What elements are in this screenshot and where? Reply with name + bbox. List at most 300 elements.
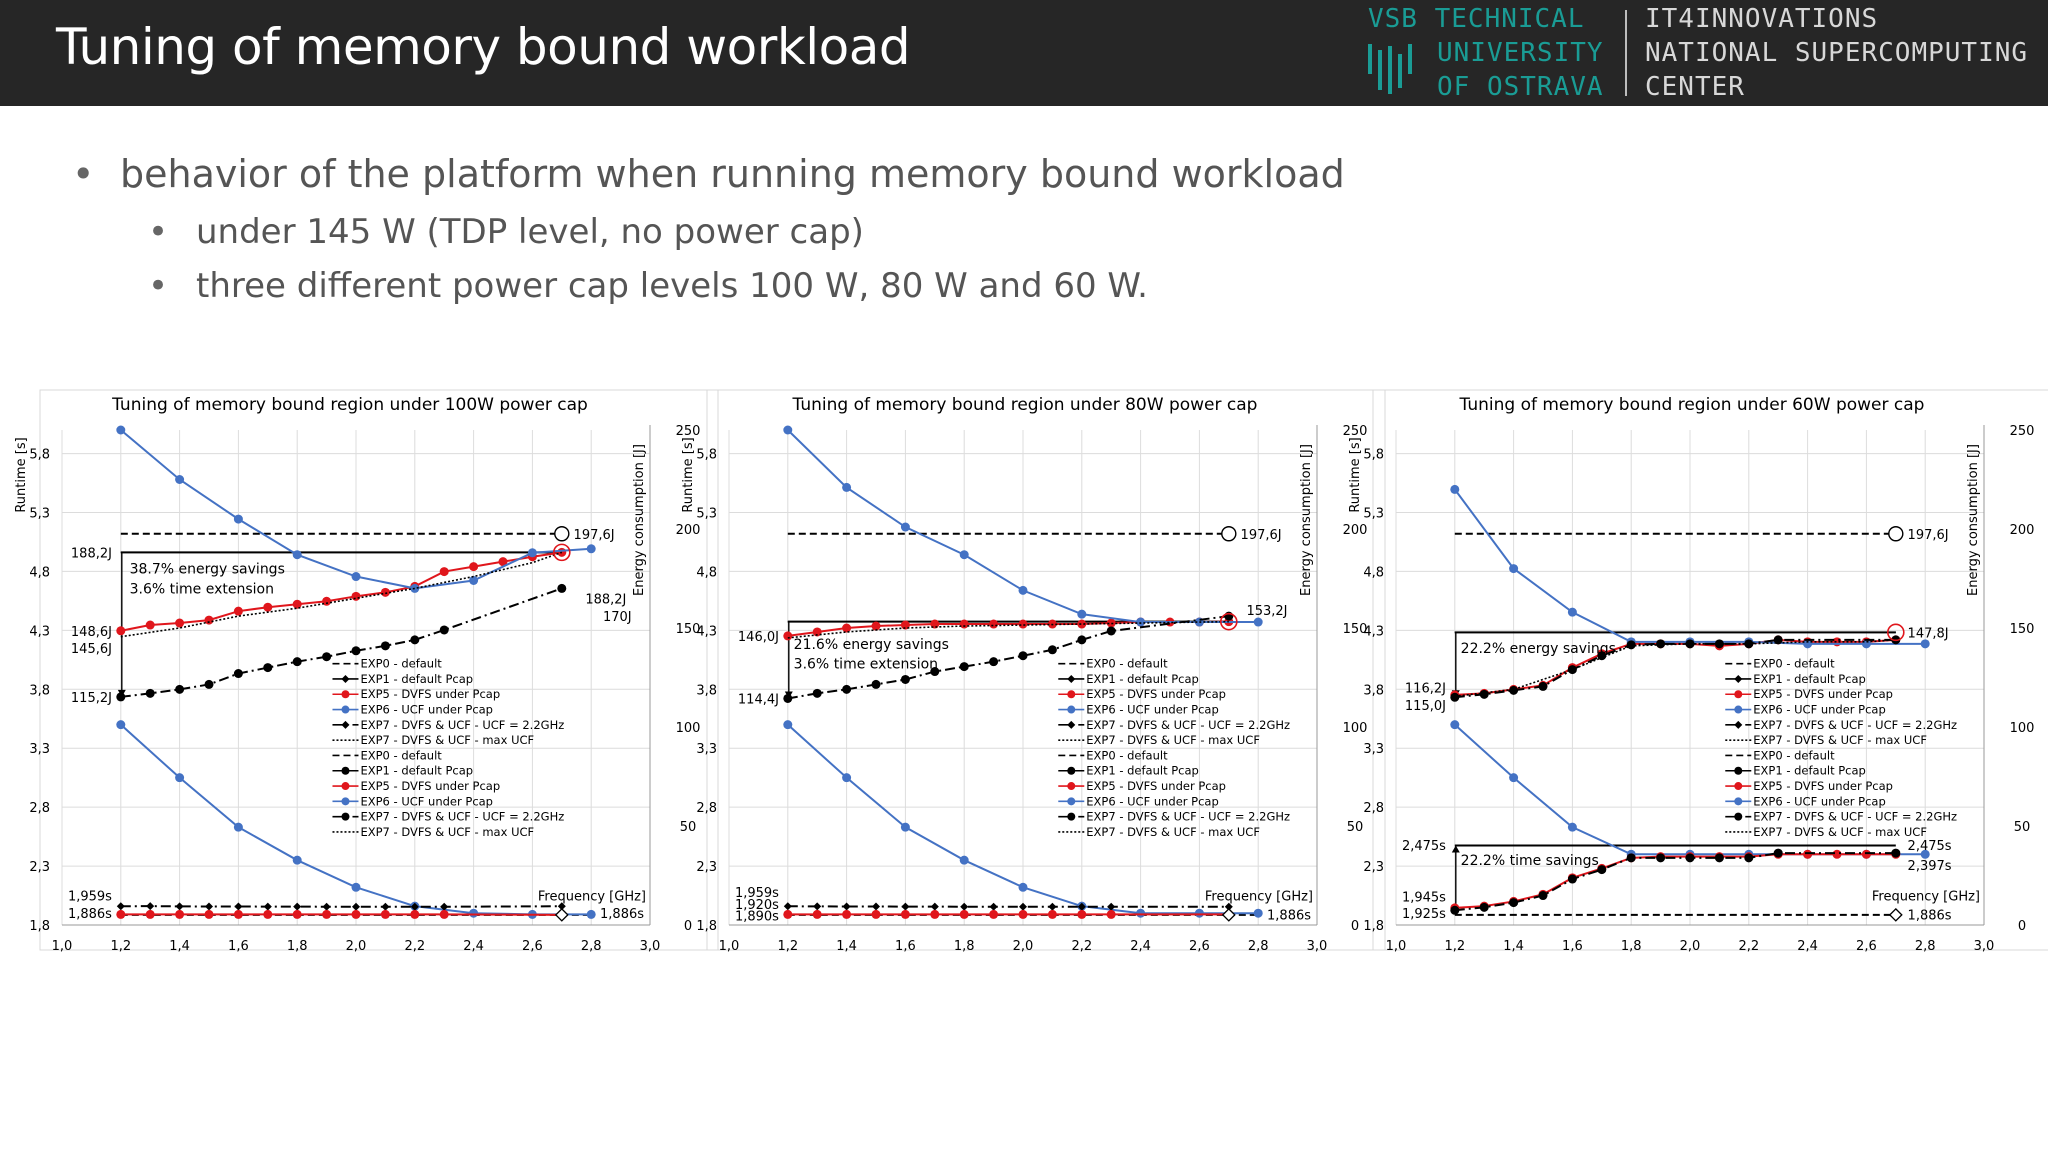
y2-tick-label: 100: [1342, 721, 1368, 736]
legend-entry: EXP7 - DVFS & UCF - max UCF: [1086, 733, 1260, 748]
chart-panel-1: [14, 390, 718, 954]
y-axis-label: Runtime [s]: [681, 437, 696, 513]
data-point: [872, 910, 881, 919]
data-point: [352, 646, 361, 655]
x-tick-label: 2,4: [1797, 939, 1818, 954]
y-tick-label: 1,8: [696, 919, 717, 934]
legend-entry: EXP1 - default Pcap: [360, 763, 474, 778]
y2-tick-label: 50: [1346, 820, 1364, 835]
data-point: [116, 720, 125, 729]
data-point: [960, 910, 969, 919]
chart-panel-2: [681, 390, 1385, 954]
data-point: [116, 626, 125, 635]
legend-entry: EXP0 - default: [1753, 656, 1835, 671]
legend-entry: EXP5 - DVFS under Pcap: [360, 779, 501, 794]
y2-tick-label: 50: [679, 820, 697, 835]
x-tick-label: 1,6: [895, 939, 916, 954]
data-point: [410, 635, 419, 644]
bullet-dot-icon: •: [148, 266, 169, 306]
data-point: [146, 910, 155, 919]
chart-title: Tuning of memory bound region under 100W power cap: [112, 395, 588, 415]
data-point: [1568, 875, 1577, 884]
data-point: [1019, 883, 1028, 892]
bullet-sub-2-text: three different power cap levels 100 W, 80 W and 60 W.: [196, 266, 1148, 306]
data-point: [960, 903, 968, 911]
chart-title: Tuning of memory bound region under 60W power cap: [1459, 395, 1925, 415]
legend-entry: EXP7 - DVFS & UCF - max UCF: [360, 824, 535, 839]
data-point: [410, 910, 419, 919]
legend-marker: [1734, 706, 1742, 714]
data-point: [783, 426, 792, 435]
x-tick-label: 3,0: [639, 939, 661, 954]
x-tick-label: 2,6: [1189, 939, 1210, 954]
data-point: [1077, 910, 1086, 919]
legend-entry: EXP6 - UCF under Pcap: [1753, 794, 1886, 809]
data-point: [322, 652, 331, 661]
data-point: [783, 694, 792, 703]
y2-tick-label: 200: [2009, 523, 2035, 538]
legend-marker: [1734, 675, 1742, 683]
legend-entry: EXP6 - UCF under Pcap: [360, 702, 493, 717]
data-point: [352, 910, 361, 919]
data-point: [175, 910, 184, 919]
value-label: 1,945s: [1401, 890, 1446, 906]
data-point: [1774, 849, 1783, 858]
runtime-series: [117, 902, 566, 911]
data-point: [901, 910, 910, 919]
time-change-annotation: 22.2% time savings: [1460, 853, 1599, 870]
runtime-series: [784, 902, 1233, 910]
legend-marker: [1734, 767, 1742, 775]
y-tick-label: 5,8: [29, 447, 50, 463]
data-point: [931, 903, 939, 911]
legend-marker: [341, 721, 349, 729]
data-point: [1656, 853, 1665, 862]
legend-marker: [1734, 782, 1742, 790]
data-point: [205, 902, 213, 910]
time-change-annotation: 3.6% time extension: [793, 656, 939, 673]
legend-marker: [1067, 813, 1075, 821]
data-point: [872, 902, 880, 910]
data-point: [813, 910, 822, 919]
value-label: 115,0J: [1404, 699, 1446, 715]
x-tick-label: 1,0: [1385, 939, 1407, 954]
data-point: [783, 631, 792, 640]
data-point: [960, 550, 969, 559]
y2-tick-label: 150: [675, 622, 701, 637]
data-point: [234, 823, 243, 832]
data-point: [1450, 906, 1459, 915]
data-point: [1509, 773, 1518, 782]
value-label: 153,2J: [1246, 604, 1288, 620]
value-label: 146,0J: [737, 629, 779, 645]
legend-entry: EXP7 - DVFS & UCF - UCF = 2.2GHz: [1753, 717, 1958, 732]
y2-tick-label: 100: [675, 721, 701, 736]
value-label: 1,959s: [734, 886, 779, 901]
data-point: [175, 685, 184, 694]
value-label: 147,8J: [1907, 626, 1949, 642]
data-point: [1862, 850, 1871, 859]
data-point: [116, 692, 125, 701]
bullet-sub-1-text: under 145 W (TDP level, no power cap): [196, 212, 864, 252]
data-point: [842, 624, 851, 633]
y2-tick-label: 150: [1342, 622, 1368, 637]
value-label: 114,4J: [737, 692, 779, 708]
x-tick-label: 1,0: [51, 939, 73, 954]
data-point: [176, 902, 184, 910]
data-point: [989, 910, 998, 919]
y-axis-label: Runtime [s]: [1348, 437, 1363, 513]
value-label: 148,6J: [70, 624, 112, 640]
data-point: [146, 621, 155, 630]
data-point: [175, 773, 184, 782]
legend-marker: [341, 690, 349, 698]
legend-marker: [1067, 690, 1075, 698]
data-point: [1686, 853, 1695, 862]
y-tick-label: 5,3: [696, 506, 717, 522]
y-tick-label: 4,8: [29, 565, 50, 581]
data-point: [783, 910, 792, 919]
y2-tick-label: 250: [675, 424, 701, 439]
data-point: [930, 910, 939, 919]
data-point: [234, 669, 243, 678]
data-point: [234, 607, 243, 616]
data-point: [1803, 850, 1812, 859]
data-point: [528, 548, 537, 557]
data-point: [557, 584, 566, 593]
value-label: 2,397s: [1907, 858, 1952, 874]
legend-marker: [1067, 706, 1075, 714]
data-point: [1450, 720, 1459, 729]
x-tick-label: 1,8: [286, 939, 308, 954]
data-point: [1509, 898, 1518, 907]
x-tick-label: 1,2: [110, 939, 132, 954]
y2-tick-label: 0: [1350, 919, 1360, 934]
data-point: [263, 910, 272, 919]
data-point: [587, 544, 596, 553]
y2-tick-label: 250: [2009, 424, 2035, 439]
energy-series: [116, 584, 566, 702]
bullet-dot-icon: •: [148, 212, 169, 252]
data-point: [381, 910, 390, 919]
legend-entry: EXP7 - DVFS & UCF - UCF = 2.2GHz: [1753, 809, 1958, 824]
data-point: [264, 903, 272, 911]
y2-tick-label: 100: [2009, 721, 2035, 736]
legend-entry: EXP7 - DVFS & UCF - UCF = 2.2GHz: [1086, 809, 1291, 824]
y-tick-label: 3,8: [29, 683, 50, 699]
data-point: [205, 680, 214, 689]
x-tick-label: 2,0: [1679, 939, 1701, 954]
data-point: [440, 625, 449, 634]
data-point: [1627, 853, 1636, 862]
runtime-series: [116, 910, 566, 919]
y-tick-label: 3,3: [696, 742, 717, 758]
legend-entry: EXP6 - UCF under Pcap: [1086, 702, 1219, 717]
x-tick-label: 2,6: [1856, 939, 1877, 954]
y-tick-label: 2,3: [696, 860, 717, 876]
data-point: [117, 902, 125, 910]
data-point: [293, 903, 301, 911]
legend-entry: EXP7 - DVFS & UCF - max UCF: [1086, 824, 1260, 839]
data-point: [990, 903, 998, 911]
data-point: [1048, 645, 1057, 654]
legend-entry: EXP1 - default Pcap: [1753, 763, 1866, 778]
value-label: 116,2J: [1404, 681, 1446, 697]
data-point: [381, 588, 390, 597]
data-point: [1715, 853, 1724, 862]
value-label: 188,2J: [70, 546, 112, 562]
data-point: [1019, 651, 1028, 660]
y-tick-label: 5,8: [1363, 447, 1384, 463]
data-point: [783, 720, 792, 729]
data-point: [989, 620, 998, 629]
data-point: [323, 903, 331, 911]
data-point: [1019, 903, 1027, 911]
legend-marker: [1734, 721, 1742, 729]
logo-vsb-line2: UNIVERSITY: [1437, 38, 1604, 68]
data-point: [1019, 620, 1028, 629]
x-tick-label: 2,8: [1914, 939, 1936, 954]
y2-tick-label: 0: [2017, 919, 2027, 934]
legend-entry: EXP0 - default: [360, 748, 442, 763]
legend-entry: EXP7 - DVFS & UCF - UCF = 2.2GHz: [360, 809, 565, 824]
x-tick-label: 3,0: [1306, 939, 1328, 954]
legend-entry: EXP7 - DVFS & UCF - UCF = 2.2GHz: [1086, 717, 1291, 732]
x-tick-label: 2,4: [1130, 939, 1151, 954]
data-point: [293, 550, 302, 559]
x-axis-label: Frequency [GHz]: [1204, 889, 1313, 905]
x-tick-label: 2,4: [463, 939, 484, 954]
value-label: 1,959s: [67, 889, 112, 905]
runtime-series: [783, 910, 1233, 919]
y-tick-label: 3,8: [696, 683, 717, 699]
data-point: [352, 572, 361, 581]
data-point: [1509, 686, 1518, 695]
data-point: [293, 600, 302, 609]
default-runtime-marker-icon: [556, 909, 568, 921]
data-point: [1450, 485, 1459, 494]
legend-entry: EXP5 - DVFS under Pcap: [1753, 779, 1893, 794]
x-tick-label: 1,4: [1503, 939, 1524, 954]
data-point: [381, 903, 389, 911]
chart-panel-3: [1348, 390, 2048, 954]
legend-entry: EXP1 - default Pcap: [1086, 763, 1199, 778]
legend-marker: [341, 797, 349, 805]
x-tick-label: 2,0: [345, 939, 367, 954]
x-axis-label: Frequency [GHz]: [1871, 889, 1980, 905]
logo-vsb-line3: OF OSTRAVA: [1437, 72, 1604, 102]
legend-entry: EXP6 - UCF under Pcap: [1753, 702, 1886, 717]
data-point: [960, 662, 969, 671]
data-point: [146, 689, 155, 698]
y-axis-label: Runtime [s]: [14, 437, 29, 513]
value-label: 1,886s: [600, 907, 645, 923]
data-point: [813, 689, 822, 698]
default-runtime-marker-icon: [1890, 909, 1902, 921]
data-point: [440, 910, 449, 919]
data-point: [1048, 903, 1056, 911]
data-point: [469, 562, 478, 571]
y-tick-label: 5,8: [696, 447, 717, 463]
data-point: [842, 685, 851, 694]
value-label: 1,890s: [734, 909, 779, 925]
legend-marker: [1734, 797, 1742, 805]
x-tick-label: 1,8: [953, 939, 975, 954]
data-point: [1539, 891, 1548, 900]
x-tick-label: 2,0: [1012, 939, 1034, 954]
data-point: [1480, 690, 1489, 699]
x-tick-label: 1,8: [1620, 939, 1642, 954]
default-energy-marker-icon: [555, 527, 569, 541]
data-point: [1833, 850, 1842, 859]
default-runtime-marker-icon: [1223, 909, 1235, 921]
data-point: [901, 823, 910, 832]
x-tick-label: 1,4: [836, 939, 857, 954]
y-tick-label: 4,3: [29, 624, 50, 640]
energy-savings-annotation: 22.2% energy savings: [1460, 640, 1616, 657]
data-point: [263, 603, 272, 612]
y2-tick-label: 200: [1342, 523, 1368, 538]
y-tick-label: 3,3: [1363, 742, 1384, 758]
data-point: [1019, 910, 1028, 919]
chart-title: Tuning of memory bound region under 80W power cap: [792, 395, 1258, 415]
logo-it4-line3: CENTER: [1645, 72, 1745, 102]
data-point: [469, 909, 478, 918]
data-point: [843, 902, 851, 910]
value-label: 2,475s: [1907, 838, 1952, 854]
data-point: [205, 616, 214, 625]
y-tick-label: 2,3: [1363, 860, 1384, 876]
data-point: [263, 663, 272, 672]
legend-entry: EXP1 - default Pcap: [360, 671, 474, 686]
logo-it4-line2: NATIONAL SUPERCOMPUTING: [1645, 38, 2029, 68]
legend-marker: [1734, 690, 1742, 698]
y-tick-label: 2,8: [29, 801, 50, 817]
legend-marker: [1067, 767, 1075, 775]
x-axis-label: Frequency [GHz]: [537, 889, 646, 905]
x-tick-label: 2,8: [580, 939, 602, 954]
y2-tick-label: 200: [675, 523, 701, 538]
x-tick-label: 1,2: [1444, 939, 1466, 954]
legend-marker: [1067, 797, 1075, 805]
legend-entry: EXP0 - default: [360, 656, 442, 671]
value-label: 115,2J: [70, 690, 112, 706]
data-point: [116, 910, 125, 919]
y-tick-label: 3,3: [29, 742, 50, 758]
slide-title: Tuning of memory bound workload: [56, 18, 911, 76]
value-label: 1,920s: [734, 897, 779, 913]
y-tick-label: 4,3: [696, 624, 717, 640]
legend-marker: [341, 782, 349, 790]
legend-marker: [1067, 782, 1075, 790]
legend-entry: EXP7 - DVFS & UCF - max UCF: [1753, 824, 1927, 839]
legend-entry: EXP0 - default: [1753, 748, 1835, 763]
value-label: 1,886s: [67, 907, 112, 923]
x-tick-label: 1,6: [228, 939, 249, 954]
bullet-dot-icon: •: [72, 152, 95, 196]
data-point: [1568, 823, 1577, 832]
time-change-annotation: 3.6% time extension: [129, 581, 274, 598]
y2-tick-label: 50: [2013, 820, 2031, 835]
data-point: [1480, 903, 1489, 912]
legend-marker: [341, 767, 349, 775]
legend-marker: [341, 675, 349, 683]
data-point: [1107, 626, 1116, 635]
x-tick-label: 2,6: [522, 939, 543, 954]
legend-entry: EXP7 - DVFS & UCF - max UCF: [1753, 733, 1927, 748]
legend-entry: EXP0 - default: [1086, 656, 1168, 671]
data-point: [234, 910, 243, 919]
time-arrow-head-icon: [1452, 845, 1460, 852]
legend-entry: EXP1 - default Pcap: [1753, 671, 1866, 686]
legend-entry: EXP1 - default Pcap: [1086, 671, 1199, 686]
data-point: [1195, 909, 1204, 918]
y2-tick-label: 150: [2009, 622, 2035, 637]
y-tick-label: 4,8: [1363, 565, 1384, 581]
legend-entry: EXP5 - DVFS under Pcap: [1086, 779, 1226, 794]
legend-marker: [341, 813, 349, 821]
legend-entry: EXP5 - DVFS under Pcap: [360, 687, 501, 702]
data-point: [1254, 909, 1263, 918]
data-point: [842, 773, 851, 782]
legend-marker: [1067, 675, 1075, 683]
value-label: 1,925s: [1401, 907, 1446, 923]
data-point: [1656, 639, 1665, 648]
y-tick-label: 1,8: [1363, 919, 1384, 934]
data-point: [1077, 610, 1086, 619]
legend-marker: [1067, 721, 1075, 729]
value-label: 145,6J: [70, 641, 112, 657]
data-point: [1744, 853, 1753, 862]
data-point: [1048, 910, 1057, 919]
data-point: [960, 856, 969, 865]
data-point: [784, 902, 792, 910]
data-point: [842, 910, 851, 919]
data-point: [1509, 564, 1518, 573]
y-tick-label: 4,8: [696, 565, 717, 581]
data-point: [293, 856, 302, 865]
data-point: [813, 902, 821, 910]
value-label: 1,886s: [1907, 908, 1952, 924]
legend-marker: [1734, 813, 1742, 821]
default-energy-marker-icon: [1222, 527, 1236, 541]
data-point: [234, 515, 243, 524]
y-tick-label: 3,8: [1363, 683, 1384, 699]
data-point: [381, 641, 390, 650]
x-tick-label: 2,2: [1738, 939, 1760, 954]
data-point: [1627, 640, 1636, 649]
y2-axis-label: Energy consumption [J]: [632, 444, 647, 596]
value-label: 197,6J: [573, 527, 615, 543]
logo-vsb-line1: VSB TECHNICAL: [1368, 4, 1585, 34]
x-tick-label: 1,0: [718, 939, 740, 954]
data-point: [1450, 693, 1459, 702]
value-label: 1,886s: [1267, 908, 1312, 924]
x-tick-label: 2,2: [1071, 939, 1093, 954]
data-point: [842, 483, 851, 492]
bullet-main-text: behavior of the platform when running memory bound workload: [120, 152, 1345, 196]
value-label: 197,6J: [1907, 527, 1949, 543]
data-point: [1019, 586, 1028, 595]
data-point: [960, 620, 969, 629]
x-tick-label: 1,4: [169, 939, 190, 954]
y-tick-label: 5,3: [1363, 506, 1384, 522]
data-point: [234, 902, 242, 910]
value-label: 188,2J: [585, 592, 627, 608]
value-label: 170J: [602, 610, 632, 626]
legend-entry: EXP7 - DVFS & UCF - max UCF: [360, 733, 535, 748]
data-point: [116, 426, 125, 435]
